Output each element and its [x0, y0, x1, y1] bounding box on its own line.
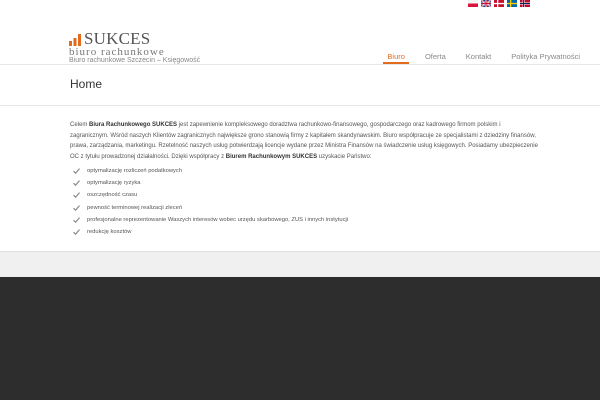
footer	[0, 277, 600, 400]
list-item-text: oszczędność czasu	[87, 192, 138, 199]
list-item-text: redukcję kosztów	[87, 228, 132, 235]
site-tagline: Biuro rachunkowe Szczecin – Księgowość	[69, 57, 201, 64]
checkmark-icon	[73, 205, 80, 211]
intro-text: jest zapewnienie kompleksowego doradztwa rachunkowo-finansowego, gospodarczego oraz kadrowego firmom polskim i zagranicznym. Wśród naszych Klientów zagranicznych największe grono stanowią firmy z kapitałem skandynawskim. Biuro współpracuje ze specjalistami z dziedziny finansów, prawa, zarządzania, marketingu. Rzetelność naszych usług potwierdzają licencje wydane przez Ministra Finansów na świadczenie usług księgowych. Posiadamy ubezpieczenie OC z tytułu prowadzonej działalności. Dzięki współpracy z	[70, 122, 538, 160]
list-item	[70, 189, 540, 201]
list-item-text: optymalizację rozliczeń podatkowych	[87, 168, 183, 174]
list-item	[70, 165, 540, 177]
flag-no-icon[interactable]	[520, 0, 530, 7]
logo-subtitle: biuro rachunkowe	[69, 46, 165, 58]
list-item-text: profesjonalne reprezentowanie Waszych interesów wobec urzędu skarbowego, ZUS i innych instytucji	[87, 216, 349, 223]
main-nav	[377, 40, 590, 64]
nav-item-polityka-prywatnosci[interactable]: Polityka Prywatności	[511, 52, 580, 61]
checkmark-icon	[73, 229, 80, 235]
company-name-bold-2: Biurem Rachunkowym SUKCES	[225, 153, 318, 160]
page-title: Home	[70, 77, 103, 91]
nav-item-kontakt[interactable]: Kontakt	[465, 52, 492, 61]
checkmark-icon	[73, 217, 80, 223]
language-switcher	[468, 0, 530, 8]
list-item-text: pewność terminowej realizacji zleceń	[87, 204, 183, 211]
flag-gb-icon[interactable]	[481, 0, 491, 7]
nav-item-oferta[interactable]: Oferta	[424, 52, 446, 61]
checkmark-icon	[73, 192, 80, 198]
checkmark-icon	[73, 180, 80, 186]
intro-end: uzyskacie Państwo:	[317, 153, 372, 160]
socket-band	[0, 251, 600, 278]
list-item	[70, 214, 540, 226]
list-item	[70, 202, 540, 214]
intro-paragraph	[70, 120, 540, 162]
logo-name: SUKCES	[84, 29, 151, 48]
flag-dk-icon[interactable]	[494, 0, 504, 7]
intro-prefix: Celem	[70, 122, 90, 128]
header	[0, 0, 600, 65]
company-name-bold: Biura Rachunkowego SUKCES	[89, 122, 178, 128]
list-item	[70, 177, 540, 189]
benefits-list	[70, 165, 540, 238]
list-item-text: optymalizację ryzyka	[87, 180, 141, 187]
flag-se-icon[interactable]	[507, 0, 517, 7]
nav-item-biuro[interactable]: Biuro	[377, 40, 415, 64]
bar-chart-logo-icon	[69, 33, 83, 46]
main-content	[70, 120, 540, 238]
list-item	[70, 226, 540, 238]
flag-pl-icon[interactable]	[468, 0, 478, 7]
checkmark-icon	[73, 168, 80, 174]
